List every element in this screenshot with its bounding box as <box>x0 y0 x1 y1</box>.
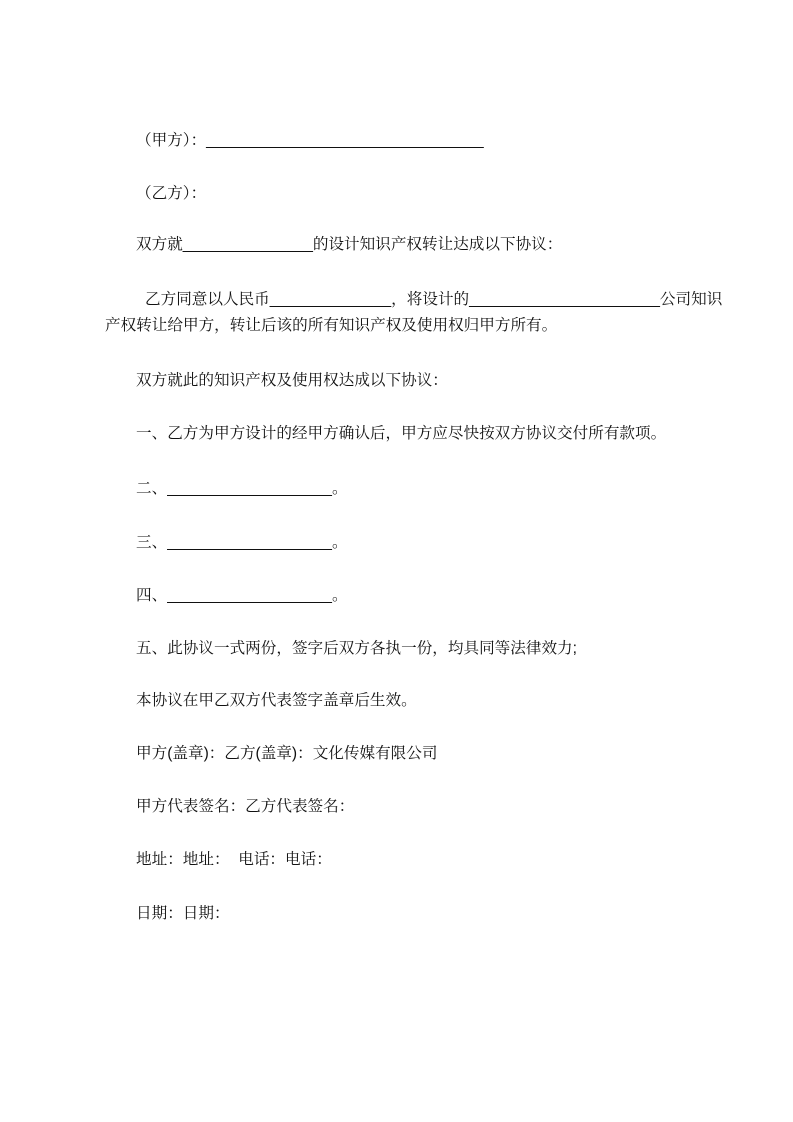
party-a-line: （甲方）：________________________________ <box>136 132 484 149</box>
party-b-line: （乙方）： <box>136 185 207 202</box>
effective-line: 本协议在甲乙双方代表签字盖章后生效。 <box>136 692 417 709</box>
clause-1: 一、乙方为甲方设计的经甲方确认后，甲方应尽快按双方协议交付所有款项。 <box>136 425 667 442</box>
intro-line: 双方就_______________的设计知识产权转让达成以下协议： <box>136 236 563 253</box>
payment-line-2: 产权转让给甲方，转让后该的所有知识产权及使用权归甲方所有。 <box>105 317 558 334</box>
seals-line: 甲方(盖章)：乙方(盖章)：文化传媒有限公司 <box>136 745 438 762</box>
clause-2: 二、___________________。 <box>136 480 348 497</box>
dates-line: 日期：日期： <box>136 905 230 922</box>
signatures-line: 甲方代表签名：乙方代表签名： <box>136 798 355 815</box>
contacts-line: 地址：地址： 电话：电话： <box>136 851 332 868</box>
payment-line-1: 乙方同意以人民币______________，将设计的______________________公司知识 <box>145 291 723 308</box>
clause-5: 五、此协议一式两份，签字后双方各执一份，均具同等法律效力; <box>136 640 577 657</box>
clause-4: 四、___________________。 <box>136 587 348 604</box>
agreement-intro: 双方就此的知识产权及使用权达成以下协议： <box>136 372 448 389</box>
clause-3: 三、___________________。 <box>136 534 348 551</box>
